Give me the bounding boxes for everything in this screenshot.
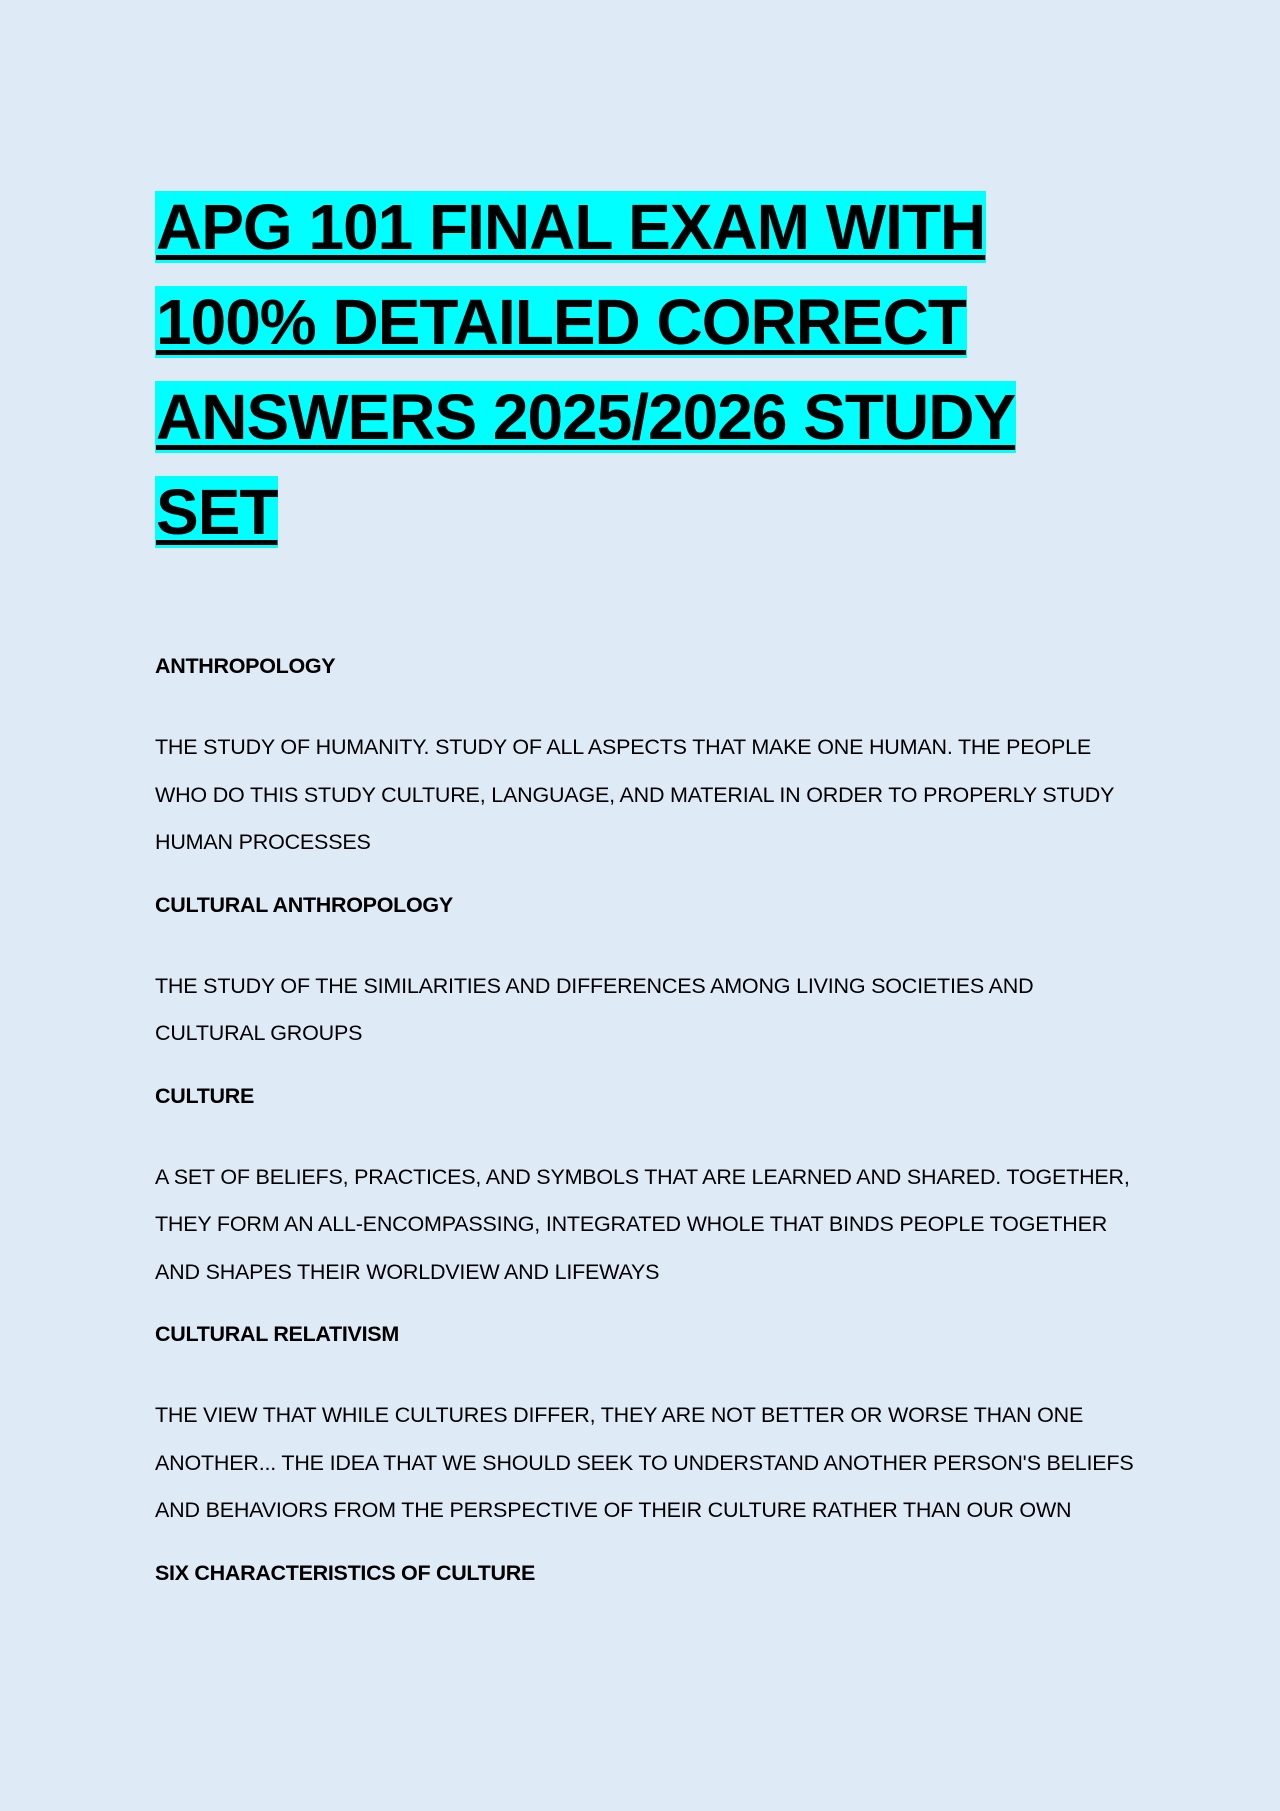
term-definition: A SET OF BELIEFS, PRACTICES, AND SYMBOLS THAT ARE LEARNED AND SHARED. TOGETHER, THEY FORM AN ALL-ENCOMPASSING, INTEGRATED WHOLE THAT BINDS PEOPLE TOGETHER AND SHAPES THEIR WORLDVIEW AND LIFEWAYS bbox=[155, 1164, 1130, 1284]
term-heading: CULTURAL RELATIVISM bbox=[155, 1322, 399, 1346]
term-heading: CULTURE bbox=[155, 1083, 255, 1108]
term-definition: THE VIEW THAT WHILE CULTURES DIFFER, THEY ARE NOT BETTER OR WORSE THAN ONE ANOTHER... THE IDEA THAT WE SHOULD SEEK TO UNDERSTAND ANOTHER PERSON'S BELIEFS AND BEHAVIORS FROM THE PERSPECTIVE OF THEIR CULTURE RATHER THAN OUR OWN bbox=[155, 1403, 1134, 1522]
term-heading: ANTHROPOLOGY bbox=[155, 654, 336, 678]
term-definition: THE STUDY OF THE SIMILARITIES AND DIFFERENCES AMONG LIVING SOCIETIES AND CULTURAL GROUPS bbox=[155, 973, 1034, 1045]
term-heading: CULTURAL ANTHROPOLOGY bbox=[155, 892, 453, 917]
document-page bbox=[155, 180, 1135, 1631]
document-title bbox=[155, 180, 1115, 560]
document-title-text: APG 101 FINAL EXAM WITH 100% DETAILED CORRECT ANSWERS 2025/2026 STUDY SET bbox=[156, 191, 1016, 548]
term-heading: SIX CHARACTERISTICS OF CULTURE bbox=[155, 1560, 535, 1585]
term-definition: THE STUDY OF HUMANITY. STUDY OF ALL ASPECTS THAT MAKE ONE HUMAN. THE PEOPLE WHO DO THIS STUDY CULTURE, LANGUAGE, AND MATERIAL IN ORDER TO PROPERLY STUDY HUMAN PROCESSES bbox=[155, 735, 1114, 854]
term-list bbox=[155, 652, 1135, 1587]
